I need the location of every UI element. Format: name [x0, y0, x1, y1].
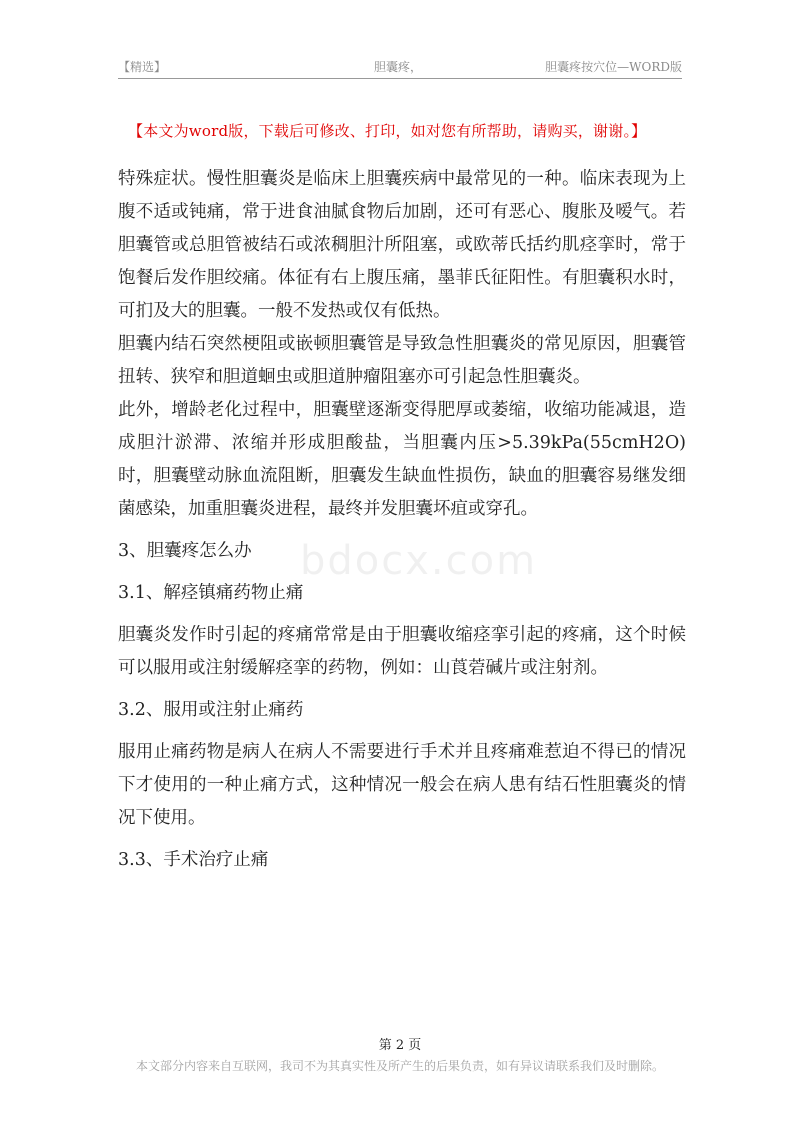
paragraph-acute-cause: 胆囊内结石突然梗阻或嵌顿胆囊管是导致急性胆囊炎的常见原因，胆囊管扭转、狭窄和胆道蛔虫或胆道肿瘤阻塞亦可引起急性胆囊炎。 — [118, 334, 686, 387]
paragraph-aging: 此外，增龄老化过程中，胆囊壁逐渐变得肥厚或萎缩，收缩功能减退，造成胆汁淤滞、浓缩并形成胆酸盐，当胆囊内压>5.39kPa(55cmH2O)时，胆囊壁动脉血流阻断，胆囊发生缺血性损伤，缺血的胆囊容易继发细菌感染，加重胆囊炎进程，最终并发胆囊坏疽或穿孔。 — [118, 400, 686, 519]
section-heading-3-2: 3.2、服用或注射止痛药 — [118, 700, 304, 720]
section-heading-3-1: 3.1、解痉镇痛药物止痛 — [118, 583, 304, 603]
paragraph-painkillers: 服用止痛药物是病人在病人不需要进行手术并且疼痛难惹迫不得已的情况下才使用的一种止痛方式，这种情况一般会在病人患有结石性胆囊炎的情况下使用。 — [118, 742, 686, 828]
section-heading-3-3: 3.3、手术治疗止痛 — [118, 850, 269, 870]
header-left-label: 【精选】 — [118, 60, 167, 74]
paragraph-chronic-cholecystitis: 特殊症状。慢性胆囊炎是临床上胆囊疾病中最常见的一种。临床表现为上腹不适或钝痛，常于进食油腻食物后加剧，还可有恶心、腹胀及嗳气。若胆囊管或总胆管被结石或浓稠胆汁所阻塞，或欧蒂氏括约肌痉挛时，常于饱餐后发作胆绞痛。体征有右上腹压痛，墨菲氏征阳性。有胆囊积水时，可扪及大的胆囊。一般不发热或仅有低热。 — [118, 169, 686, 321]
watermark: bdocx.com — [300, 538, 538, 584]
document-body — [118, 163, 686, 886]
page-header — [118, 56, 682, 79]
header-right-title: 胆囊疼按穴位—WORD版 — [545, 60, 682, 74]
download-notice: 【本文为word版，下载后可修改、打印，如对您有所帮助，请购买，谢谢。】 — [128, 122, 647, 140]
footer-disclaimer: 本文部分内容来自互联网，我司不为其真实性及所产生的后果负责，如有异议请联系我们及时删除。 — [135, 1059, 664, 1073]
section-heading-3: 3、胆囊疼怎么办 — [118, 541, 252, 561]
page-number: 第 2 页 — [378, 1038, 422, 1053]
header-center-title: 胆囊疼， — [374, 60, 423, 74]
paragraph-antispasmodic: 胆囊炎发作时引起的疼痛常常是由于胆囊收缩痉挛引起的疼痛，这个时候可以服用或注射缓解痉挛的药物，例如：山莨菪碱片或注射剂。 — [118, 625, 686, 678]
